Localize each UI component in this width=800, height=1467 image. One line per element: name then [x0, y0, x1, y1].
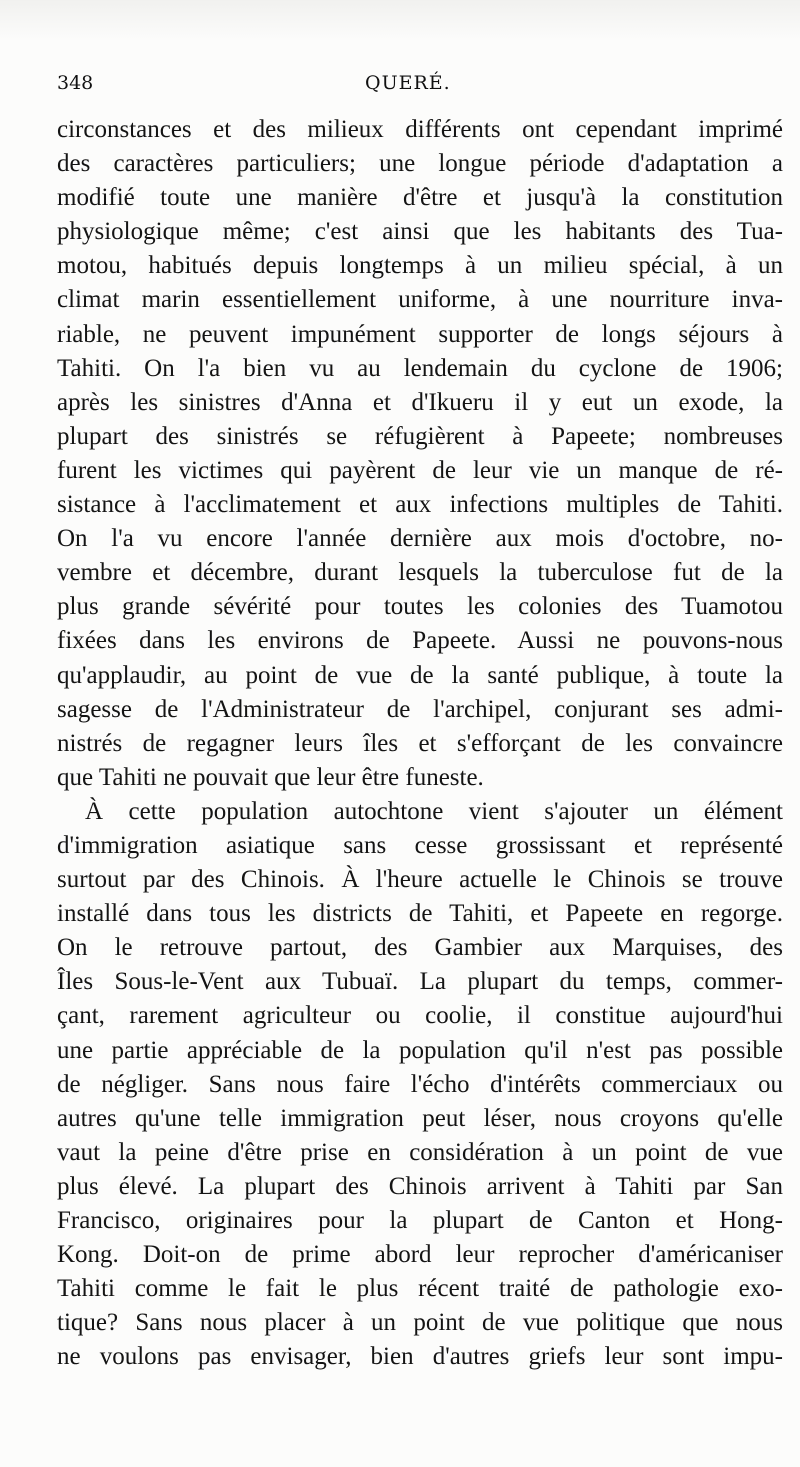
text-line: surtout par des Chinois. À l'heure actuelle le Chinois se trouve	[57, 866, 783, 894]
paragraph-start-line: À cette population autochtone vient s'ajouter un élément	[85, 797, 783, 825]
text-line: sistance à l'acclimatement et aux infections multiples de Tahiti.	[57, 491, 783, 519]
text-line: plus grande sévérité pour toutes les colonies des Tuamotou	[57, 593, 783, 621]
running-head: QUERÉ.	[365, 72, 451, 94]
text-line: sagesse de l'Administrateur de l'archipel, conjurant ses admi-	[57, 695, 783, 723]
body-text	[57, 113, 783, 1374]
text-line: Îles Sous-le-Vent aux Tubuaï. La plupart du temps, commer-	[57, 968, 783, 996]
page-number: 348	[57, 72, 94, 94]
text-line: climat marin essentiellement uniforme, à une nourriture inva-	[57, 286, 783, 314]
text-line: nistrés de regagner leurs îles et s'efforçant de les convaincre	[57, 729, 783, 757]
text-line: fixées dans les environs de Papeete. Aussi ne pouvons-nous	[57, 627, 783, 655]
text-line: furent les victimes qui payèrent de leur vie un manque de ré-	[57, 456, 783, 484]
text-line: Tahiti comme le fait le plus récent traité de pathologie exo-	[57, 1275, 783, 1303]
text-line: çant, rarement agriculteur ou coolie, il constitue aujourd'hui	[57, 1002, 783, 1030]
text-line: On le retrouve partout, des Gambier aux Marquises, des	[57, 934, 783, 962]
page-header	[57, 72, 777, 102]
text-line: physiologique même; c'est ainsi que les habitants des Tua-	[57, 218, 783, 246]
text-line: plus élevé. La plupart des Chinois arrivent à Tahiti par San	[57, 1172, 783, 1200]
text-line: une partie appréciable de la population qu'il n'est pas possible	[57, 1036, 783, 1064]
text-line: autres qu'une telle immigration peut léser, nous croyons qu'elle	[57, 1104, 783, 1132]
text-line: Tahiti. On l'a bien vu au lendemain du cyclone de 1906;	[57, 354, 783, 382]
text-line: ne voulons pas envisager, bien d'autres griefs leur sont impu-	[57, 1343, 783, 1371]
text-line: qu'applaudir, au point de vue de la santé publique, à toute la	[57, 661, 783, 689]
text-line: après les sinistres d'Anna et d'Ikueru il y eut un exode, la	[57, 388, 783, 416]
text-line: modifié toute une manière d'être et jusqu'à la constitution	[57, 184, 783, 212]
text-line: motou, habitués depuis longtemps à un milieu spécial, à un	[57, 252, 783, 280]
text-line: Francisco, originaires pour la plupart de Canton et Hong-	[57, 1207, 783, 1234]
text-line: Kong. Doit-on de prime abord leur reprocher d'américaniser	[57, 1241, 783, 1269]
text-line: plupart des sinistrés se réfugièrent à Papeete; nombreuses	[57, 422, 783, 450]
text-line: des caractères particuliers; une longue période d'adaptation a	[57, 150, 783, 178]
text-line: tique? Sans nous placer à un point de vue politique que nous	[57, 1309, 783, 1337]
text-line: installé dans tous les districts de Tahiti, et Papeete en regorge.	[57, 900, 783, 928]
text-line: d'immigration asiatique sans cesse grossissant et représenté	[57, 831, 783, 859]
text-line: vembre et décembre, durant lesquels la tuberculose fut de la	[57, 559, 783, 587]
page-top-edge	[0, 0, 800, 40]
text-line: vaut la peine d'être prise en considération à un point de vue	[57, 1138, 783, 1166]
text-line: de négliger. Sans nous faire l'écho d'intérêts commerciaux ou	[57, 1070, 783, 1098]
paragraph-end-line: que Tahiti ne pouvait que leur être funeste.	[57, 763, 484, 791]
text-line: circonstances et des milieux différents ont cependant imprimé	[57, 116, 783, 143]
text-line: On l'a vu encore l'année dernière aux mois d'octobre, no-	[57, 525, 783, 553]
text-line: riable, ne peuvent impunément supporter de longs séjours à	[57, 320, 783, 348]
